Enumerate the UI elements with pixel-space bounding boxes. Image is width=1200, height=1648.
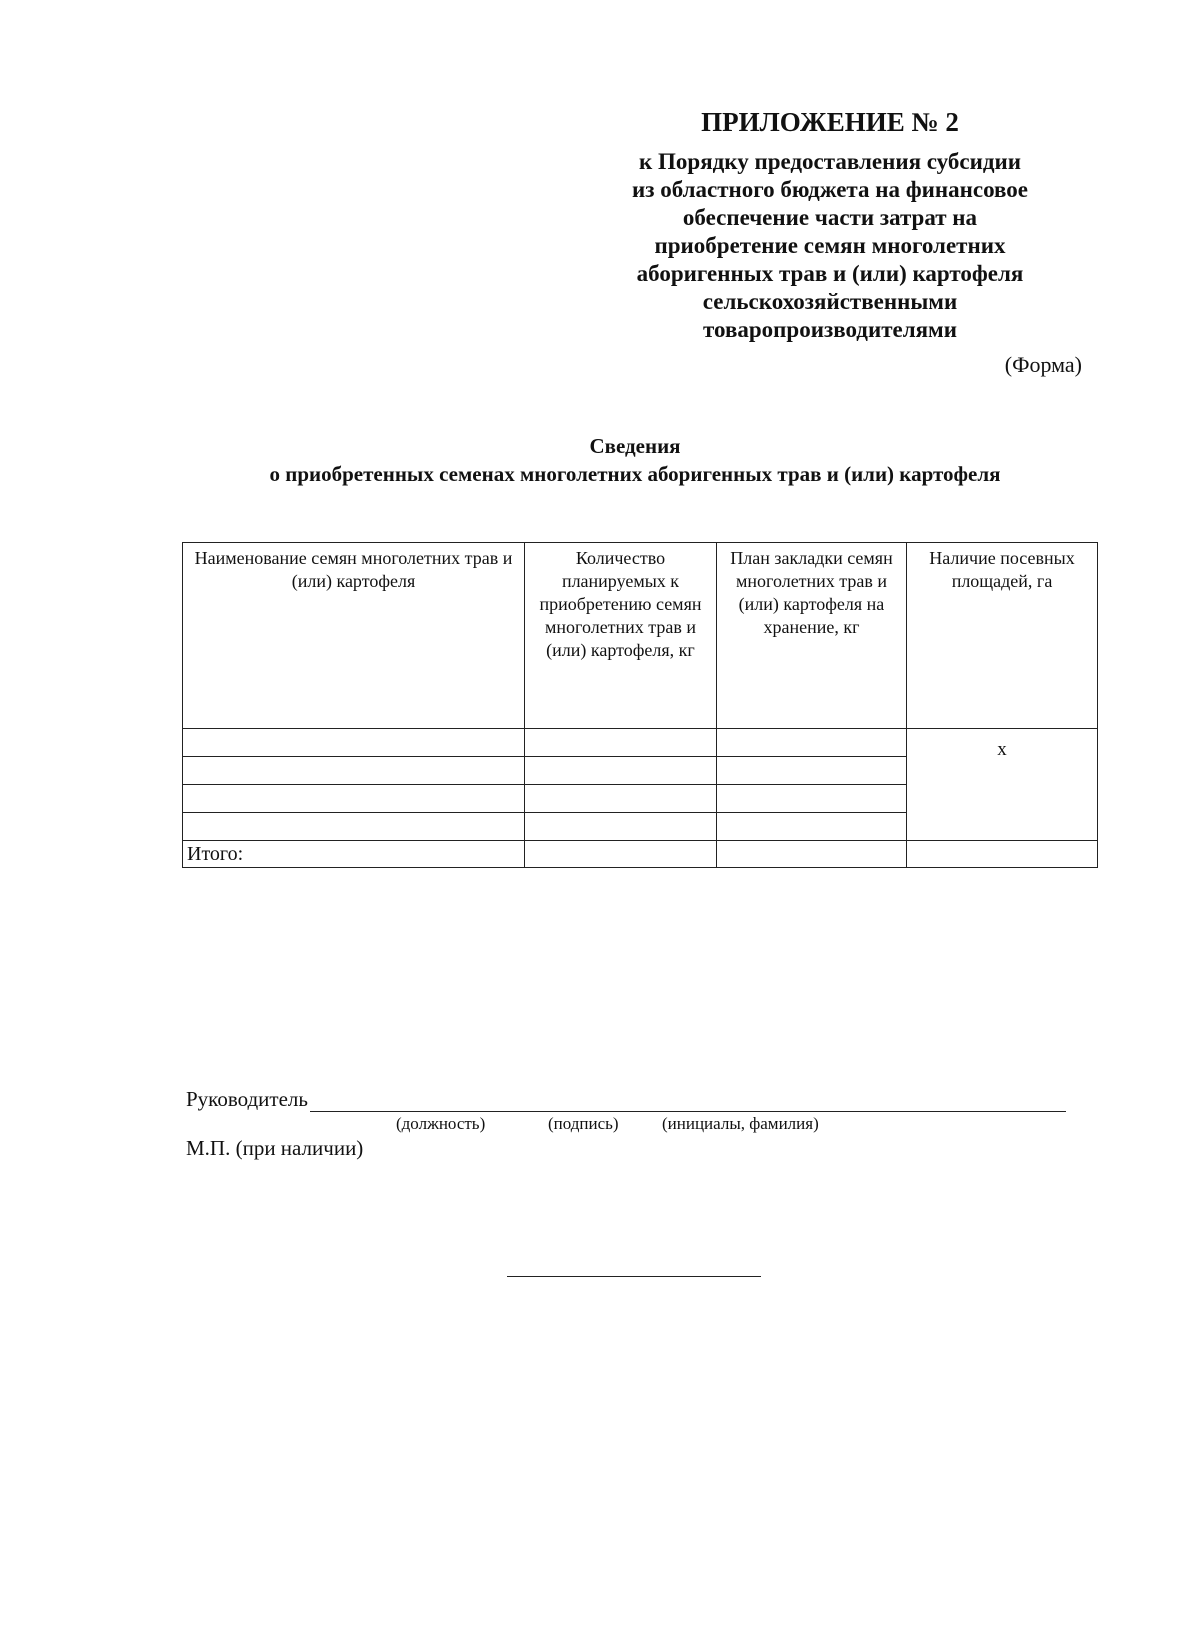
signature-captions <box>186 1114 1066 1136</box>
caption-initials: (инициалы, фамилия) <box>662 1114 819 1133</box>
table-cell[interactable] <box>717 729 907 757</box>
appendix-title: ПРИЛОЖЕНИЕ № 2 <box>701 107 959 137</box>
head-label: Руководитель <box>186 1087 308 1111</box>
caption-position: (должность) <box>396 1114 486 1133</box>
signature-line[interactable] <box>310 1089 1066 1112</box>
appendix-line: обеспечение части затрат на <box>682 205 978 230</box>
stamp-label: М.П. (при наличии) <box>186 1136 364 1160</box>
document-subtitle: о приобретенных семенах многолетних аборигенных трав и (или) картофеля <box>269 462 1001 486</box>
seeds-table <box>182 542 1098 868</box>
total-cell[interactable] <box>717 841 907 868</box>
table-cell[interactable] <box>717 813 907 841</box>
table-row <box>183 729 1098 757</box>
form-label: (Форма) <box>1004 352 1082 377</box>
header-planned-quantity: Количество планируемых к приобретению семян многолетних трав и (или) картофеля, кг <box>525 543 717 729</box>
table-cell[interactable] <box>525 757 717 785</box>
appendix-line: к Порядку предоставления субсидии <box>639 149 1021 174</box>
appendix-line: приобретение семян многолетних <box>654 233 1006 258</box>
table-header-row <box>183 543 1098 729</box>
table-cell[interactable] <box>183 813 525 841</box>
signature-row <box>186 1087 1066 1112</box>
end-divider <box>507 1276 761 1277</box>
table-cell[interactable] <box>183 757 525 785</box>
appendix-line: товаропроизводителями <box>703 317 957 342</box>
table-cell[interactable] <box>183 729 525 757</box>
total-row <box>183 841 1098 868</box>
signature-block <box>186 1087 1066 1161</box>
table-cell[interactable] <box>525 813 717 841</box>
header-storage-plan: План закладки семян многолетних трав и (или) картофеля на хранение, кг <box>717 543 907 729</box>
table-cell[interactable] <box>525 785 717 813</box>
table-cell[interactable] <box>717 785 907 813</box>
document-title: Сведения <box>589 434 681 458</box>
total-cell[interactable] <box>525 841 717 868</box>
table-cell[interactable] <box>183 785 525 813</box>
appendix-line: сельскохозяйственными <box>702 289 958 314</box>
total-label: Итого: <box>183 841 525 868</box>
header-seed-name: Наименование семян многолетних трав и (или) картофеля <box>183 543 525 729</box>
caption-signature: (подпись) <box>548 1114 619 1133</box>
total-cell[interactable] <box>907 841 1098 868</box>
sown-area-x-cell: х <box>907 729 1098 841</box>
appendix-line: из областного бюджета на финансовое <box>631 177 1029 202</box>
table-cell[interactable] <box>525 729 717 757</box>
header-sown-area: Наличие посевных площадей, га <box>907 543 1098 729</box>
appendix-line: аборигенных трав и (или) картофеля <box>636 261 1024 286</box>
table-cell[interactable] <box>717 757 907 785</box>
document-title-block <box>0 432 1200 488</box>
appendix-header <box>580 108 1080 344</box>
